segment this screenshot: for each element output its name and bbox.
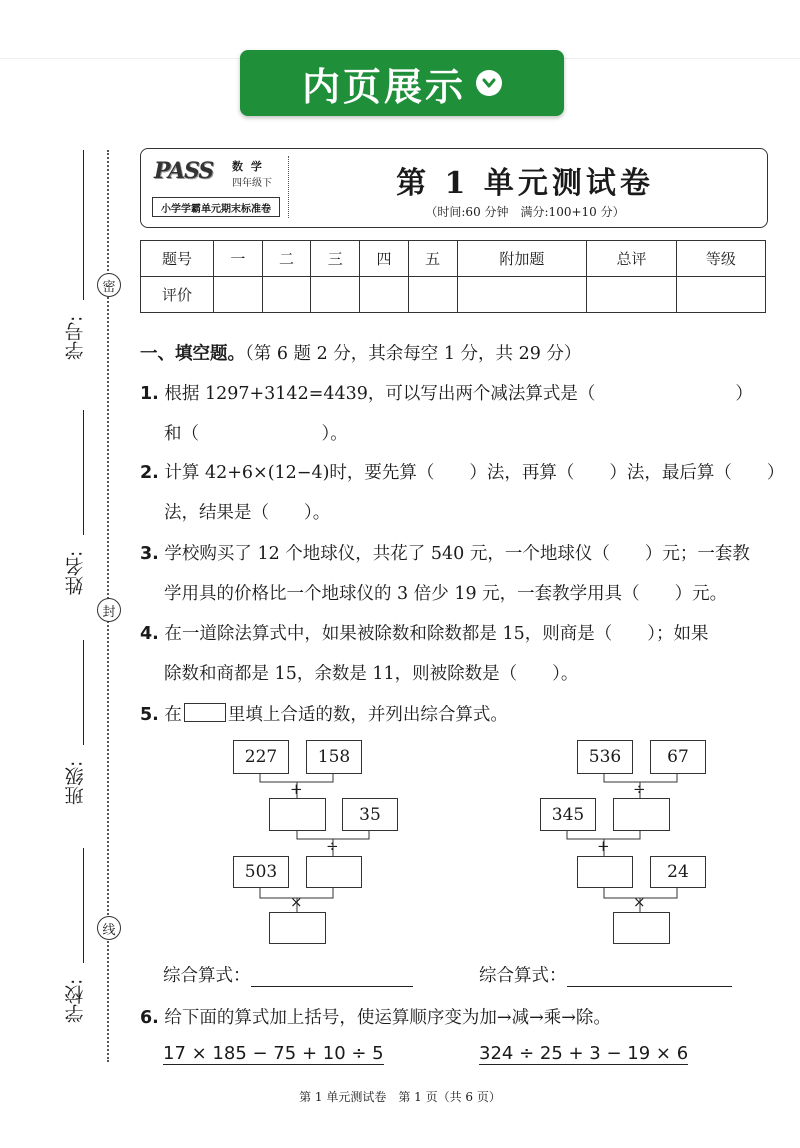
question-number: 3.: [140, 544, 159, 564]
question-text: 学校购买了 12 个地球仪，共花了 540 元，一个地球仪（ ）元；一套教: [164, 544, 750, 564]
plus-op: +: [290, 780, 303, 798]
formula-label: 综合算式：: [479, 966, 567, 986]
col-5: 五: [408, 241, 457, 277]
question-text-post: 里填上合适的数，并列出综合算式。: [227, 705, 508, 725]
answer-box[interactable]: [577, 856, 633, 888]
name-label: 姓名:: [64, 550, 87, 596]
box-67: 67: [650, 740, 706, 774]
question-number: 1.: [140, 384, 159, 404]
plus-op: +: [597, 837, 610, 855]
divide-op: ÷: [633, 780, 646, 798]
question-text: 给下面的算式加上括号，使运算顺序变为加→减→乘→除。: [164, 1008, 611, 1028]
formula-left: [163, 962, 413, 987]
col-extra: 附加题: [457, 241, 587, 277]
row-label-evaluation: 评价: [141, 277, 214, 313]
col-overall: 总评: [587, 241, 676, 277]
question-text: 计算 42+6×(12−4)时，要先算（ ）法，再算（ ）法，最后算（ ）: [164, 463, 785, 483]
section-note: （第 6 题 2 分，其余每空 1 分，共 29 分）: [245, 344, 582, 364]
box-35: 35: [342, 798, 398, 831]
col-4: 四: [360, 241, 409, 277]
box-503: 503: [233, 856, 289, 888]
formula-answer-line[interactable]: [567, 966, 732, 987]
answer-box[interactable]: [306, 856, 362, 888]
multiply-op: ×: [290, 893, 303, 911]
pass-logo: PASS: [154, 158, 214, 184]
seal-xian: 线: [97, 916, 121, 940]
seal-feng: 封: [97, 598, 121, 622]
question-2-cont: 法，结果是（ ）。: [164, 503, 331, 523]
box-158: 158: [306, 740, 362, 774]
col-1: 一: [214, 241, 263, 277]
formula-right: [479, 962, 732, 987]
box-345: 345: [540, 798, 596, 831]
question-number: 5.: [140, 705, 159, 725]
class-label: 班级:: [64, 760, 87, 806]
question-text-pre: 在: [164, 705, 182, 725]
formula-label: 综合算式：: [163, 966, 251, 986]
formula-answer-line[interactable]: [251, 966, 413, 987]
subject-label: 数 学: [232, 160, 264, 173]
question-6: [140, 1004, 611, 1029]
paper-title: 第 1 单元测试卷: [396, 166, 654, 201]
paper-subtitle: （时间:60 分钟 满分:100+10 分）: [425, 205, 625, 219]
answer-box[interactable]: [269, 798, 326, 831]
expression-2: 324 ÷ 25 + 3 − 19 × 6: [479, 1043, 689, 1064]
box-24: 24: [650, 856, 706, 888]
box-536: 536: [577, 740, 633, 774]
question-text: 在一道除法算式中，如果被除数和除数都是 15，则商是（ ）；如果: [164, 624, 709, 644]
row-label-question-no: 题号: [141, 241, 214, 277]
answer-box[interactable]: [613, 912, 670, 944]
student-id-label: 学号:: [64, 315, 87, 360]
page-footer: 第 1 单元测试卷 第 1 页（共 6 页）: [299, 1090, 501, 1104]
expression-1: 17 × 185 − 75 + 10 ÷ 5: [163, 1043, 384, 1064]
question-text: 根据 1297+3142=4439，可以写出两个减法算式是（ ）: [164, 384, 753, 404]
answer-box[interactable]: [613, 798, 670, 831]
section-title: 一、填空题。: [140, 344, 245, 364]
question-1-cont: 和（ ）。: [164, 424, 348, 444]
series-tag: 小学学霸单元期末标准卷: [152, 197, 280, 217]
col-2: 二: [262, 241, 311, 277]
question-number: 4.: [140, 624, 159, 644]
box-227: 227: [233, 740, 289, 774]
multiply-op: ×: [633, 893, 646, 911]
question-number: 6.: [140, 1008, 159, 1028]
answer-box[interactable]: [269, 912, 326, 944]
divide-op: ÷: [326, 837, 339, 855]
question-number: 2.: [140, 463, 159, 483]
banner-title: 内页展示: [301, 64, 466, 109]
seal-mi: 密: [97, 273, 121, 297]
question-3-cont: 学用具的价格比一个地球仪的 3 倍少 19 元，一套教学用具（ ）元。: [164, 584, 728, 604]
school-label: 学校:: [64, 978, 87, 1024]
grade-label: 四年级下: [232, 178, 272, 189]
col-grade: 等级: [676, 241, 765, 277]
question-4-cont: 除数和商都是 15，余数是 11，则被除数是（ ）。: [164, 664, 579, 684]
col-3: 三: [311, 241, 360, 277]
